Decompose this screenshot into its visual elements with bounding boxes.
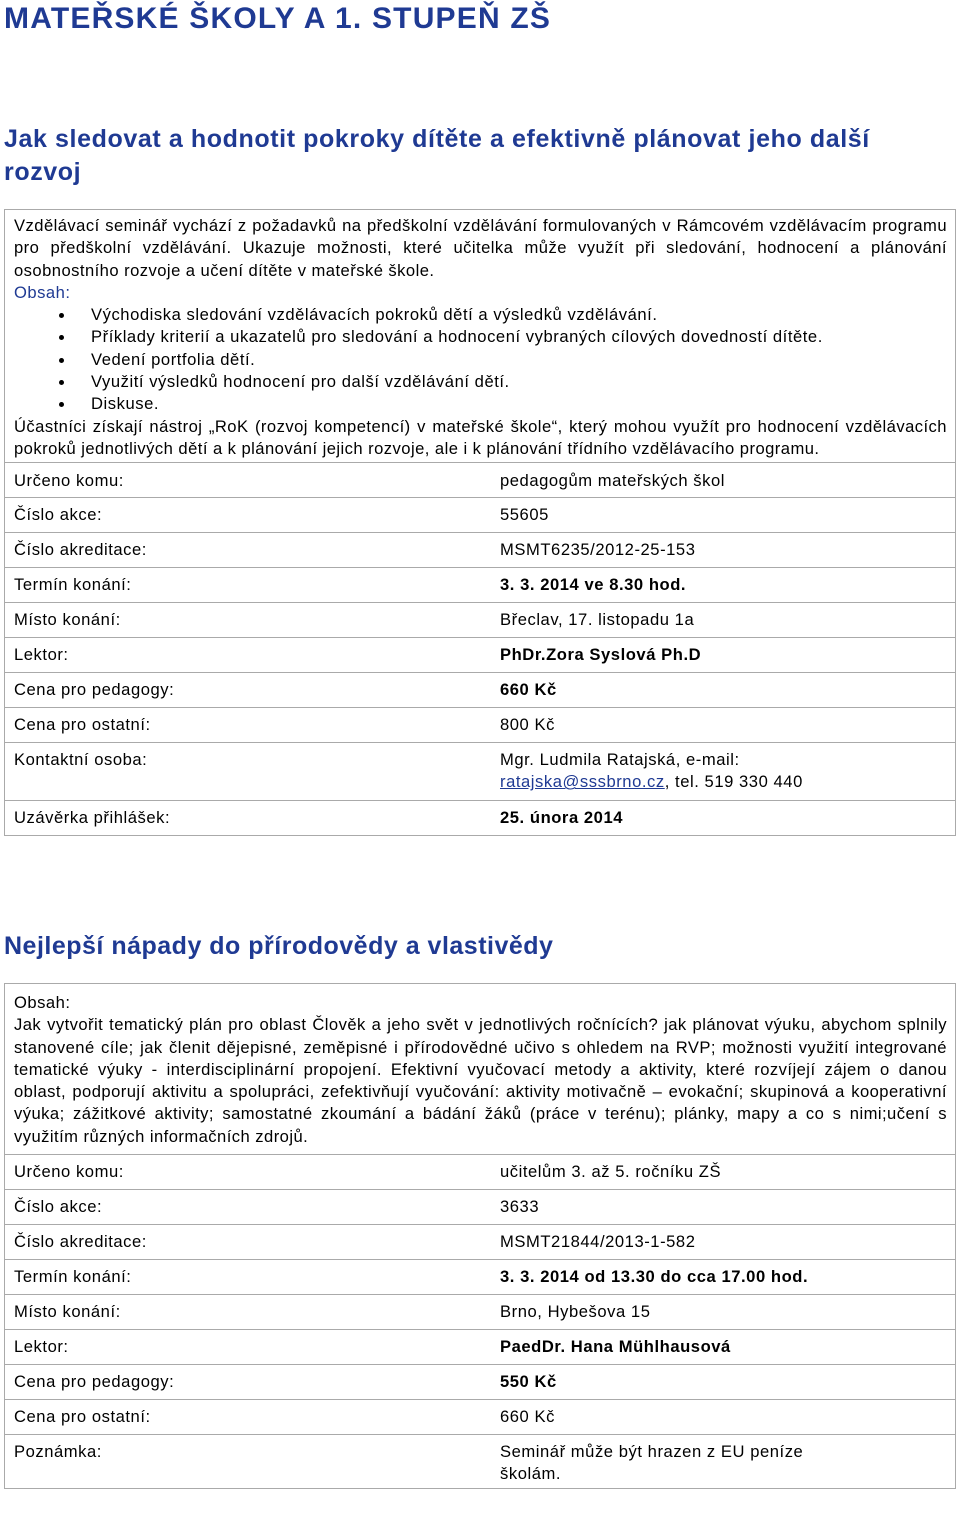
row-label: Určeno komu: bbox=[5, 463, 493, 498]
row-value: 3633 bbox=[492, 1190, 956, 1225]
bullet-icon bbox=[59, 358, 64, 363]
row-value: pedagogům mateřských škol bbox=[492, 463, 956, 498]
row-value: Břeclav, 17. listopadu 1a bbox=[492, 603, 956, 638]
row-label: Cena pro ostatní: bbox=[5, 1400, 493, 1435]
email-link[interactable]: ratajska@sssbrno.cz bbox=[500, 772, 665, 792]
table-row bbox=[5, 498, 956, 533]
course1-bullet-list bbox=[14, 304, 947, 415]
row-label: Číslo akreditace: bbox=[5, 533, 493, 568]
row-label: Určeno komu: bbox=[5, 1155, 493, 1190]
table-row bbox=[5, 673, 956, 708]
row-label: Číslo akce: bbox=[5, 1190, 493, 1225]
course1-info-table bbox=[4, 462, 956, 836]
table-row bbox=[5, 1400, 956, 1435]
table-row bbox=[5, 1330, 956, 1365]
row-value: 660 Kč bbox=[492, 673, 956, 708]
row-value: MSMT6235/2012-25-153 bbox=[492, 533, 956, 568]
row-value: 3. 3. 2014 ve 8.30 hod. bbox=[492, 568, 956, 603]
row-label: Lektor: bbox=[5, 638, 493, 673]
table-row bbox=[5, 638, 956, 673]
table-row bbox=[5, 1295, 956, 1330]
row-label: Uzávěrka přihlášek: bbox=[5, 801, 493, 836]
row-label: Lektor: bbox=[5, 1330, 493, 1365]
table-row bbox=[5, 1365, 956, 1400]
course1-outro: Účastníci získají nástroj „RoK (rozvoj kompetencí) v mateřské škole“, který mohou využít pro hodnocení vzdělávacích pokroků jednotlivých dětí a k plánování jejich rozvoje, ale i k plánování třídního vzdělávacího programu. bbox=[14, 416, 947, 458]
course1-obsah-label: Obsah: bbox=[14, 282, 71, 302]
row-value: 800 Kč bbox=[492, 708, 956, 743]
page-title: MATEŘSKÉ ŠKOLY A 1. STUPEŇ ZŠ bbox=[4, 2, 552, 35]
row-label: Termín konání: bbox=[5, 1260, 493, 1295]
row-label: Číslo akreditace: bbox=[5, 1225, 493, 1260]
table-row bbox=[5, 1155, 956, 1190]
list-item: Příklady kriterií a ukazatelů pro sledování a hodnocení vybraných cílových dovedností dítěte. bbox=[14, 326, 947, 348]
table-row bbox=[5, 1260, 956, 1295]
row-label: Cena pro pedagogy: bbox=[5, 673, 493, 708]
list-item: Východiska sledování vzdělávacích pokroků dětí a výsledků vzdělávání. bbox=[14, 304, 947, 326]
row-label: Termín konání: bbox=[5, 568, 493, 603]
course1-description-block bbox=[4, 209, 956, 462]
row-value: 55605 bbox=[492, 498, 956, 533]
row-value bbox=[492, 743, 956, 801]
contact-tel: , tel. 519 330 440 bbox=[664, 772, 803, 792]
row-value: učitelům 3. až 5. ročníku ZŠ bbox=[492, 1155, 956, 1190]
course2-description: Jak vytvořit tematický plán pro oblast Člověk a jeho svět v jednotlivých ročnících? jak plánovat výuku, abychom splnily stanovené cíle; jak členit dějepisné, zeměpisné i přírodovědné učivo s ohledem na RVP; možnosti využití integrované tematické výuky - interdisciplinární propojení. Efektivní vyučovací metody a aktivity, které rozvíjejí zájem o danou oblast, podporují aktivitu a spolupráci, zefektivňují vyučování: aktivity motivačně – evokační; skupinová a kooperativní výuka; zážitkové aktivity; samostatné zkoumání a bádání žáků (práce v terénu); plánky, mapy a co s nimi;učení s využitím různých informačních zdrojů. bbox=[14, 1015, 947, 1146]
bullet-icon bbox=[59, 313, 64, 318]
row-value: Seminář může být hrazen z EU peníze školám. bbox=[492, 1435, 956, 1489]
course1-title: Jak sledovat a hodnotit pokroky dítěte a efektivně plánovat jeho další rozvoj bbox=[4, 125, 870, 186]
table-row bbox=[5, 533, 956, 568]
row-label: Poznámka: bbox=[5, 1435, 493, 1489]
course2-section bbox=[4, 983, 956, 1489]
row-value: 660 Kč bbox=[492, 1400, 956, 1435]
row-label: Místo konání: bbox=[5, 1295, 493, 1330]
table-row bbox=[5, 801, 956, 836]
table-row bbox=[5, 568, 956, 603]
table-row bbox=[5, 1225, 956, 1260]
row-label: Cena pro pedagogy: bbox=[5, 1365, 493, 1400]
list-item: Diskuse. bbox=[14, 393, 947, 415]
course2-description-block bbox=[4, 983, 956, 1154]
row-label: Číslo akce: bbox=[5, 498, 493, 533]
row-value: PaedDr. Hana Mühlhausová bbox=[492, 1330, 956, 1365]
list-item: Vedení portfolia dětí. bbox=[14, 349, 947, 371]
list-item: Využití výsledků hodnocení pro další vzdělávání dětí. bbox=[14, 371, 947, 393]
contact-line-2 bbox=[500, 771, 955, 793]
row-value: 3. 3. 2014 od 13.30 do cca 17.00 hod. bbox=[492, 1260, 956, 1295]
row-value: 550 Kč bbox=[492, 1365, 956, 1400]
table-row bbox=[5, 603, 956, 638]
contact-line: Mgr. Ludmila Ratajská, e-mail: bbox=[500, 750, 740, 770]
table-row bbox=[5, 743, 956, 801]
course2-obsah-label: Obsah: bbox=[14, 993, 71, 1012]
row-label: Cena pro ostatní: bbox=[5, 708, 493, 743]
row-value: PhDr.Zora Syslová Ph.D bbox=[492, 638, 956, 673]
table-row bbox=[5, 1435, 956, 1489]
bullet-icon bbox=[59, 335, 64, 340]
row-value: 25. února 2014 bbox=[492, 801, 956, 836]
row-value: MSMT21844/2013-1-582 bbox=[492, 1225, 956, 1260]
table-row bbox=[5, 708, 956, 743]
table-row bbox=[5, 1190, 956, 1225]
course2-info-table bbox=[4, 1154, 956, 1489]
row-label: Místo konání: bbox=[5, 603, 493, 638]
course2-title: Nejlepší nápady do přírodovědy a vlastivědy bbox=[4, 932, 554, 960]
bullet-icon bbox=[59, 402, 64, 407]
row-label: Kontaktní osoba: bbox=[5, 743, 493, 801]
row-value: Brno, Hybešova 15 bbox=[492, 1295, 956, 1330]
table-row bbox=[5, 463, 956, 498]
bullet-icon bbox=[59, 380, 64, 385]
course1-intro: Vzdělávací seminář vychází z požadavků na předškolní vzdělávání formulovaných v Rámcovém vzdělávacím programu pro předškolní vzdělávání. Ukazuje možnosti, které učitelka může využít při sledování, hodnocení a plánování osobnostního rozvoje a učení dítěte v mateřské škole. bbox=[14, 216, 947, 280]
course1-section bbox=[4, 209, 956, 836]
